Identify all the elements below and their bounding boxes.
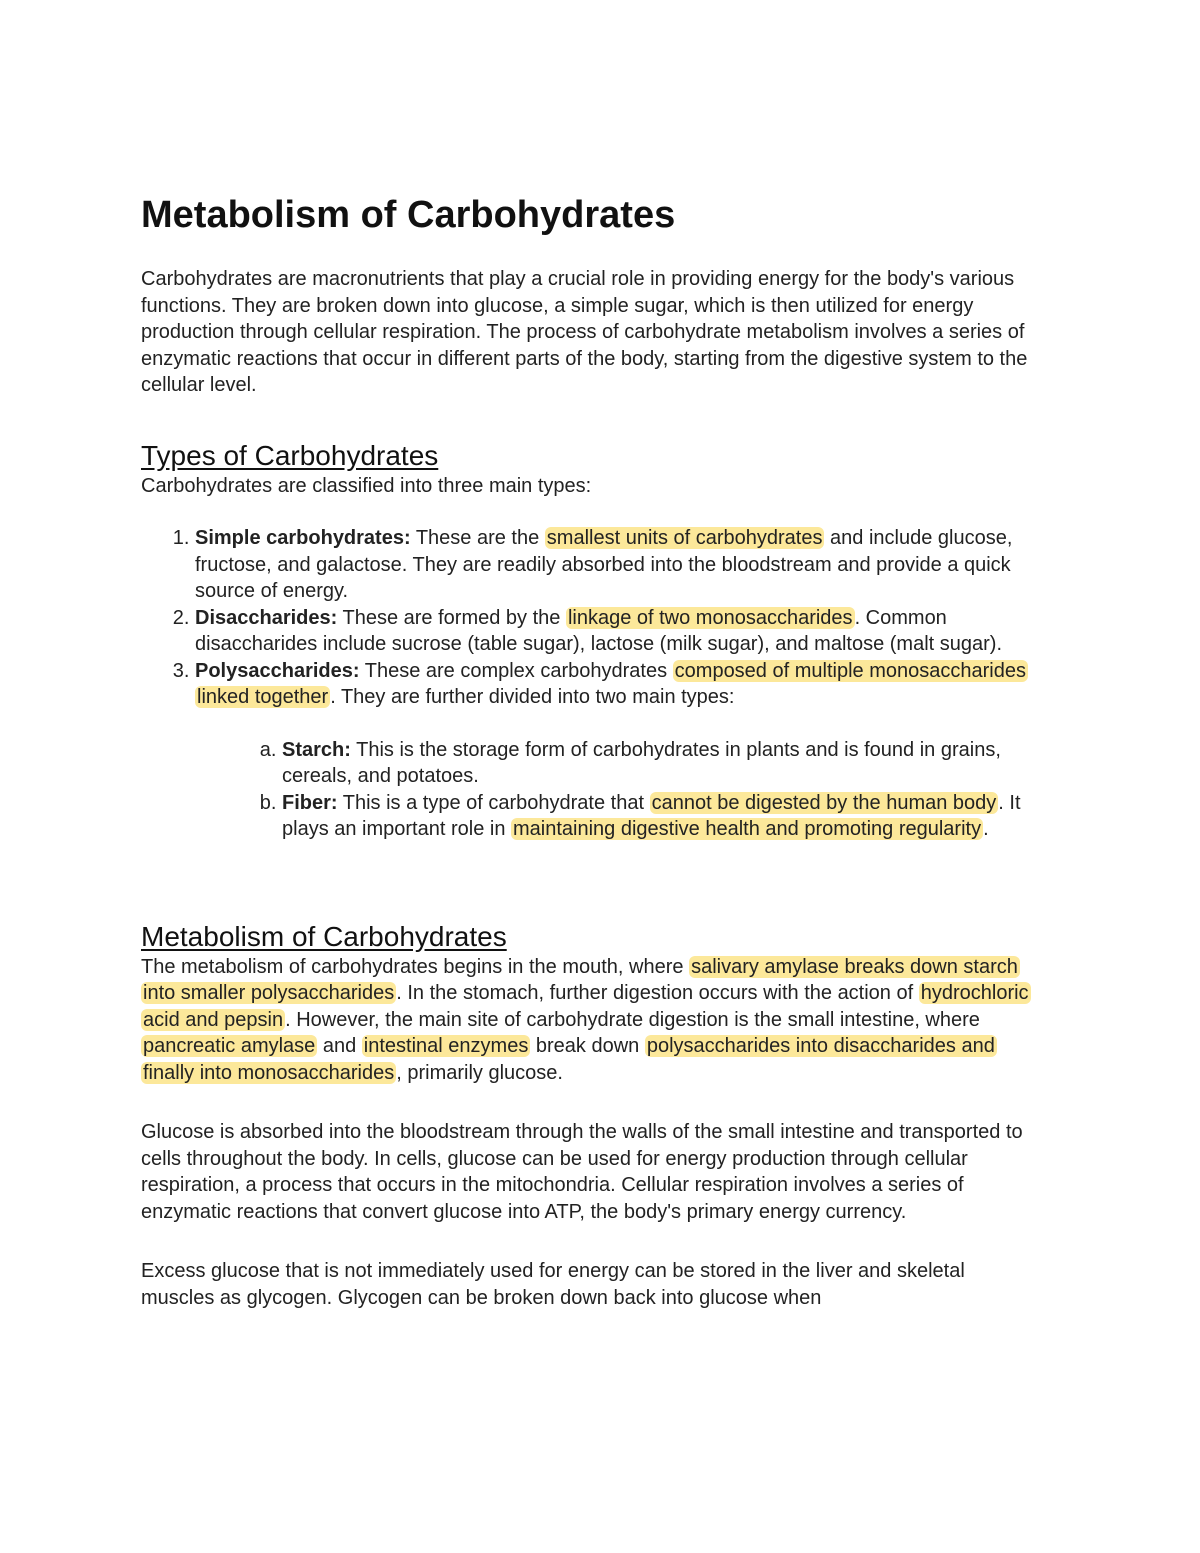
term-starch: Starch: bbox=[282, 738, 351, 761]
highlight: intestinal enzymes bbox=[363, 1035, 529, 1057]
highlight: smallest units of carbohydrates bbox=[546, 527, 823, 549]
list-text: . They are further divided into two main types: bbox=[330, 686, 735, 708]
highlight: polysaccharides into disaccharides and finally into monosaccharides bbox=[143, 1035, 995, 1084]
highlight: hydrochloric acid and pepsin bbox=[143, 982, 1029, 1031]
term-fiber: Fiber: bbox=[282, 791, 338, 814]
para-text: break down bbox=[530, 1035, 645, 1057]
list-text: . Common disaccharides include sucrose (table sugar), lactose (milk sugar), and maltose (malt sugar). bbox=[195, 606, 1003, 655]
intro-paragraph: Carbohydrates are macronutrients that play a crucial role in providing energy for the body's various functions. They are broken down into glucose, a simple sugar, which is then utilized for energy production through cellular respiration. The process of carbohydrate metabolism involves a series of enzymatic reactions that occur in different parts of the body, starting from the digestive system to the cellular level. bbox=[141, 268, 1028, 396]
para-text: . In the stomach, further digestion occurs with the action of bbox=[396, 982, 919, 1004]
metabolism-heading: Metabolism of Carbohydrates bbox=[141, 920, 507, 952]
term-simple: Simple carbohydrates: bbox=[195, 527, 411, 549]
list-text: These are the bbox=[410, 527, 545, 549]
term-disaccharides: Disaccharides: bbox=[195, 606, 338, 629]
list-text: . bbox=[983, 818, 989, 840]
sublist-item-starch bbox=[282, 737, 1040, 790]
list-text: and include glucose, fructose, and galactose. They are readily absorbed into the bloodstream and provide a quick source of energy. bbox=[195, 527, 1013, 602]
sublist-item-fiber bbox=[282, 790, 1040, 843]
para-text: and bbox=[317, 1035, 362, 1057]
highlight: linkage of two monosaccharides bbox=[567, 606, 853, 629]
para-text: . However, the main site of carbohydrate digestion is the small intestine, where bbox=[285, 1008, 980, 1031]
para-text: , primarily glucose. bbox=[396, 1061, 563, 1084]
term-polysaccharides: Polysaccharides: bbox=[195, 659, 360, 682]
list-text: This is the storage form of carbohydrates in plants and is found in grains, cereals, and potatoes. bbox=[282, 738, 1001, 787]
list-text: These are formed by the bbox=[337, 606, 566, 629]
list-text: . It plays an important role in bbox=[282, 791, 1021, 840]
highlight: salivary amylase breaks down starch into smaller polysaccharides bbox=[143, 955, 1018, 1004]
highlight: cannot be digested by the human body bbox=[651, 791, 997, 814]
para-text: The metabolism of carbohydrates begins in the mouth, where bbox=[141, 955, 690, 978]
polysaccharide-sublist bbox=[195, 737, 1040, 843]
list-item-disaccharides bbox=[195, 605, 1040, 658]
list-item-simple bbox=[195, 525, 1040, 605]
types-heading: Types of Carbohydrates bbox=[141, 439, 439, 471]
page-title: Metabolism of Carbohydrates bbox=[141, 194, 676, 236]
list-text: These are complex carbohydrates bbox=[359, 659, 673, 682]
types-lead: Carbohydrates are classified into three main types: bbox=[141, 474, 592, 497]
list-text: This is a type of carbohydrate that bbox=[337, 791, 650, 814]
highlight: pancreatic amylase bbox=[143, 1035, 316, 1057]
highlight: maintaining digestive health and promoting regularity bbox=[513, 818, 982, 840]
metabolism-paragraph-1 bbox=[141, 954, 1040, 1087]
highlight: composed of multiple monosaccharides linked together bbox=[197, 659, 1026, 708]
types-list bbox=[141, 525, 1040, 843]
metabolism-paragraph-2: Glucose is absorbed into the bloodstream through the walls of the small intestine and transported to cells throughout the body. In cells, glucose can be used for energy production through cellular respiration, a process that occurs in the mitochondria. Cellular respiration involves a series of enzymatic reactions that convert glucose into ATP, the body's primary energy currency. bbox=[141, 1121, 1023, 1223]
metabolism-paragraph-3: Excess glucose that is not immediately used for energy can be stored in the liver and skeletal muscles as glycogen. Glycogen can be broken down back into glucose when bbox=[141, 1260, 965, 1309]
list-item-polysaccharides bbox=[195, 658, 1040, 843]
